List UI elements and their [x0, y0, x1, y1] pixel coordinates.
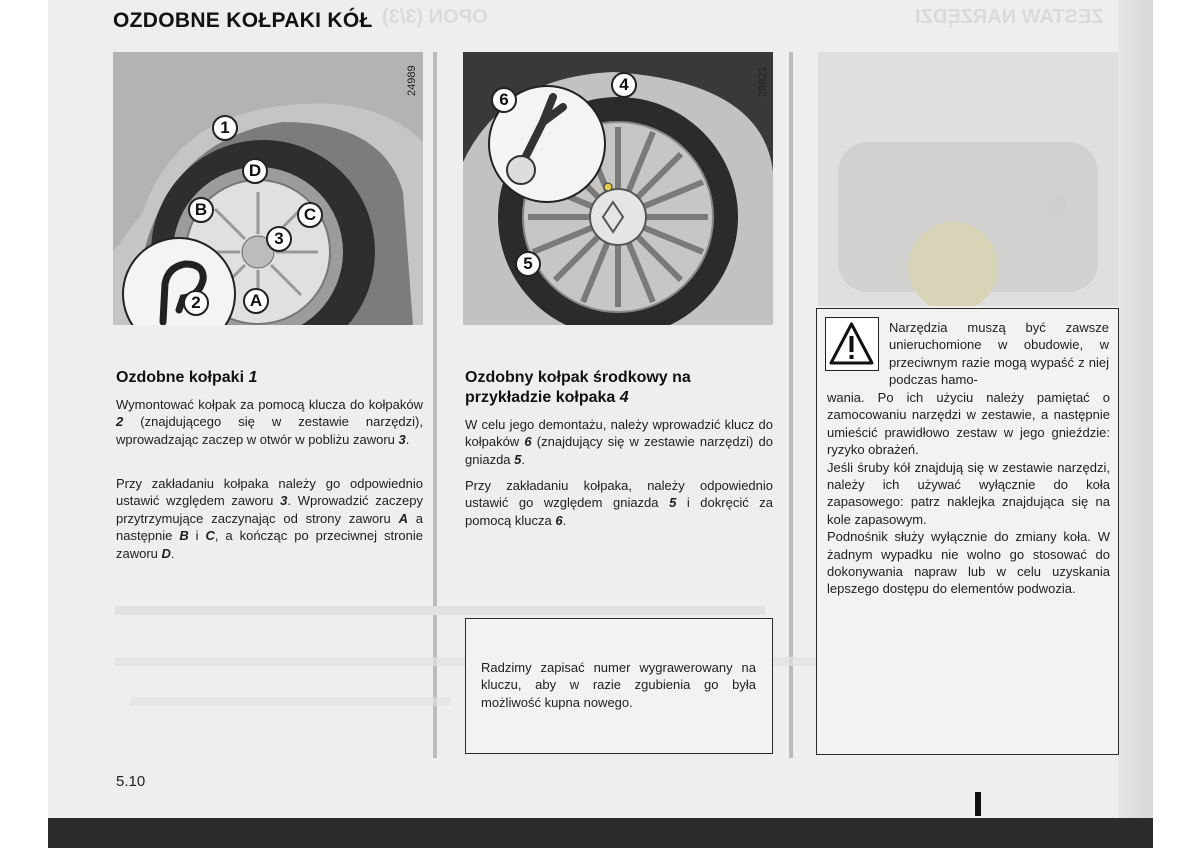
page-number: 5.10: [116, 773, 146, 790]
bleed-through-heading: ZESTAW NARZĘDZI: [915, 6, 1104, 28]
callout-3: 3: [266, 226, 292, 252]
warning-paragraph: Jeśli śruby kół znajdują się w zestawie narzędzi, należy ich używać wyłącznie do koła zapasowego: patrz naklejka znajdująca się na kole zapasowym.: [827, 459, 1110, 527]
note-text: Radzimy zapisać numer wygrawerowany na kluczu, aby w razie zgubienia go była możliwość kupna nowego.: [481, 660, 756, 710]
warning-triangle-icon: [825, 317, 879, 371]
callout-d: D: [242, 158, 268, 184]
wheel-cover-figure: [113, 52, 423, 325]
bleed-through-line: [115, 606, 765, 615]
callout-6: 6: [491, 87, 517, 113]
paragraph: Przy zakładaniu kołpaka należy go odpowiednio ustawić względem zaworu 3. Wprowadzić zaczepy przytrzymujące zaczynając od strony zaworu A a następnie B i C, a kończąc po przeciwnej stronie zaworu D.: [116, 476, 423, 561]
paragraph: W celu jego demontażu, należy wprowadzić klucz do kołpaków 6 (znajdujący się w zestawie narzędzi) do gniazda 5.: [465, 417, 774, 467]
scan-bottom-edge: [48, 818, 1153, 848]
section-heading: Ozdobny kołpak środkowy na przykładzie kołpaka 4: [465, 369, 691, 406]
callout-a: A: [243, 288, 269, 314]
warning-paragraph: Podnośnik służy wyłącznie do zmiany koła. W żadnym wypadku nie wolno go stosować do dokonywania napraw lub w celu uzyskania lepszego dostępu do elementów podwozia.: [827, 529, 1110, 597]
note-box: [465, 618, 773, 754]
figure-code: 28821: [757, 66, 769, 97]
warning-text-intro: Narzędzia muszą być zawsze unieruchomione w obudowie, w przeciwnym razie mogą wypaść z niej podczas hamo-: [889, 320, 1109, 388]
tool-kit-figure: [818, 52, 1118, 306]
callout-2: 2: [183, 290, 209, 316]
warning-box: [816, 308, 1119, 755]
section-heading: Ozdobne kołpaki 1: [116, 369, 258, 386]
bleed-through-line: [130, 697, 450, 706]
page-title: OZDOBNE KOŁPAKI KÓŁ: [113, 9, 373, 32]
bleed-through-heading: OPON (3/3): [382, 6, 488, 28]
page-edge-shadow: [1118, 0, 1153, 818]
callout-b: B: [188, 197, 214, 223]
column-divider: [433, 52, 437, 758]
warning-paragraph: wania. Po ich użyciu należy pamiętać o zamocowaniu narzędzi w zestawie, a następnie umieścić prawidłowo zestaw w jego gnieździe: ryzyko obrażeń.: [827, 390, 1110, 458]
paragraph: Przy zakładaniu kołpaka, należy odpowiednio ustawić go względem gniazda 5 i dokręcić za pomocą klucza 6.: [465, 478, 773, 528]
paragraph: Wymontować kołpak za pomocą klucza do kołpaków 2 (znajdującego się w zestawie narzędzi), wprowadzając zaczep w otwór w pobliżu zaworu 3.: [116, 397, 423, 447]
tool-kit-illustration: [818, 52, 1118, 306]
column-divider: [789, 52, 793, 758]
print-mark: [975, 792, 981, 816]
wheel-cover-illustration: [113, 52, 423, 325]
callout-4: 4: [611, 72, 637, 98]
callout-c: C: [297, 202, 323, 228]
callout-5: 5: [515, 251, 541, 277]
warning-text: [827, 389, 1110, 598]
callout-1: 1: [212, 115, 238, 141]
figure-code: 24989: [406, 65, 418, 96]
